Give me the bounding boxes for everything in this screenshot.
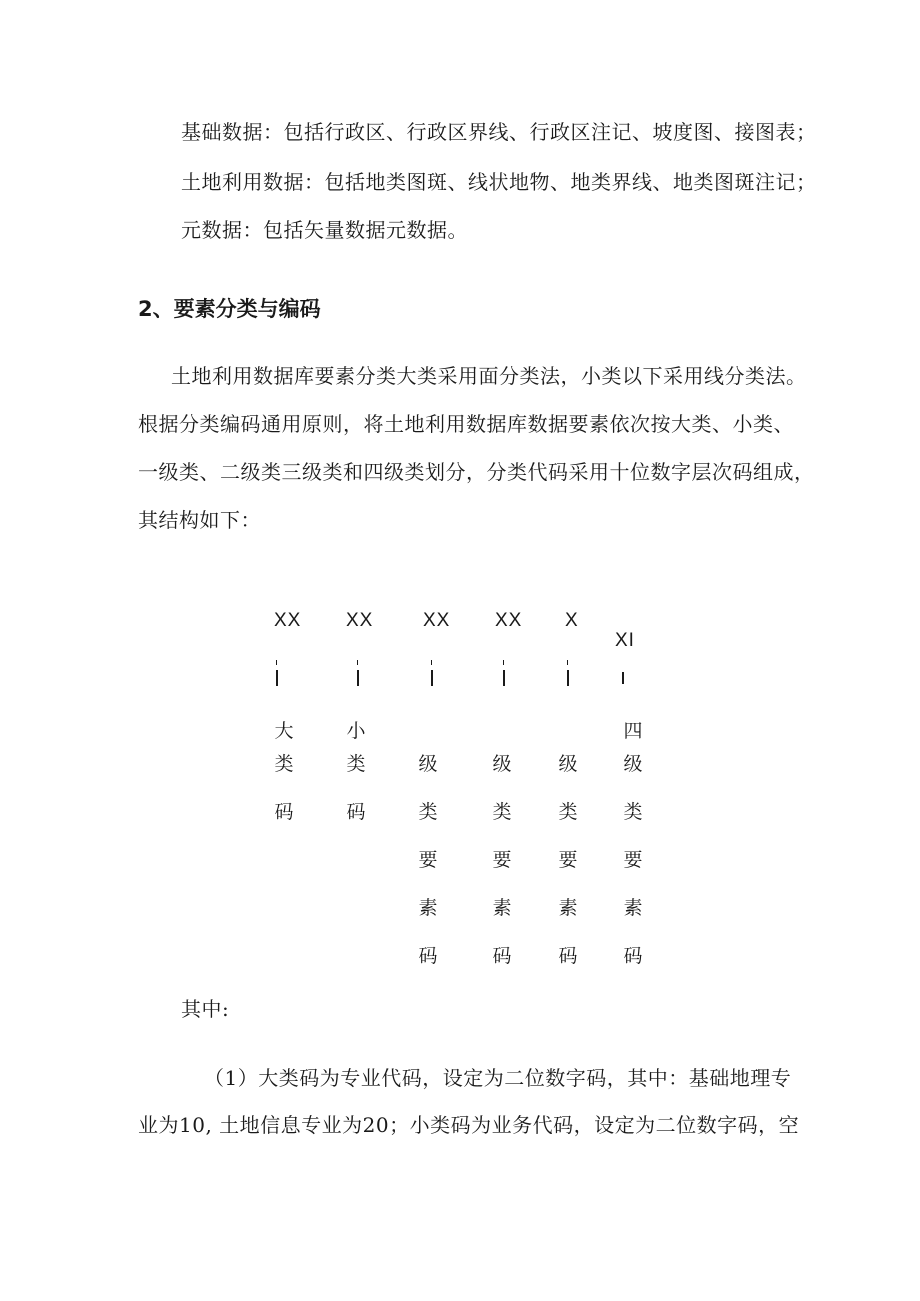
label-char: 类	[274, 753, 294, 775]
connector-tick	[357, 670, 359, 686]
label-char: 类	[492, 801, 512, 823]
label-char: 码	[418, 945, 438, 967]
qizhong-label: 其中:	[181, 997, 230, 1021]
label-char: 要	[418, 849, 438, 871]
label-char: 类	[623, 801, 643, 823]
label-char: 要	[558, 849, 578, 871]
code-minor: XX	[346, 610, 374, 631]
label-char: 素	[418, 897, 438, 919]
label-char: 四	[623, 720, 643, 742]
label-char: 素	[558, 897, 578, 919]
connector-tick	[567, 670, 569, 686]
label-char: 素	[492, 897, 512, 919]
code-level4: XI	[615, 630, 635, 651]
code-level2: XX	[495, 610, 523, 631]
label-char: 要	[492, 849, 512, 871]
label-char: 码	[623, 945, 643, 967]
code-level3: X	[565, 610, 579, 631]
label-char: 码	[274, 801, 294, 823]
label-char: 级	[623, 753, 643, 775]
label-char: 级	[558, 753, 578, 775]
connector-tick	[431, 670, 433, 686]
label-char: 要	[623, 849, 643, 871]
label-char: 大	[274, 720, 294, 742]
paragraph-line-2: 根据分类编码通用原则，将土地利用数据库数据要素依次按大类、小类、	[138, 412, 794, 436]
label-char: 码	[558, 945, 578, 967]
code-major: XX	[274, 610, 302, 631]
intro-line-3: 元数据：包括矢量数据元数据。	[181, 218, 468, 242]
paragraph-line-4: 其结构如下：	[138, 508, 261, 532]
label-char: 级	[418, 753, 438, 775]
paragraph-line-1: 土地利用数据库要素分类大类采用面分类法，小类以下采用线分类法。	[171, 364, 807, 388]
label-char: 级	[492, 753, 512, 775]
connector-dot	[503, 660, 504, 665]
section-heading: 2、要素分类与编码	[138, 297, 321, 321]
final-line-2: 业为10, 土地信息专业为20；小类码为业务代码，设定为二位数字码，空	[138, 1113, 800, 1137]
label-char: 小	[346, 720, 366, 742]
label-char: 码	[492, 945, 512, 967]
connector-tick	[622, 672, 624, 684]
label-char: 类	[346, 753, 366, 775]
label-char: 类	[558, 801, 578, 823]
intro-line-2: 土地利用数据：包括地类图斑、线状地物、地类界线、地类图斑注记；	[181, 170, 817, 194]
label-char: 类	[418, 801, 438, 823]
code-level1: XX	[423, 610, 451, 631]
connector-dot	[567, 660, 568, 665]
label-char: 码	[346, 801, 366, 823]
connector-dot	[431, 660, 432, 665]
connector-tick	[503, 670, 505, 686]
connector-tick	[276, 670, 278, 686]
connector-dot	[276, 660, 277, 665]
label-char: 素	[623, 897, 643, 919]
connector-dot	[357, 660, 358, 665]
final-line-1: （1）大类码为专业代码，设定为二位数字码，其中：基础地理专	[204, 1066, 792, 1090]
intro-line-1: 基础数据：包括行政区、行政区界线、行政区注记、坡度图、接图表；	[181, 120, 817, 144]
paragraph-line-3: 一级类、二级类三级类和四级类划分，分类代码采用十位数字层次码组成，	[138, 460, 815, 484]
